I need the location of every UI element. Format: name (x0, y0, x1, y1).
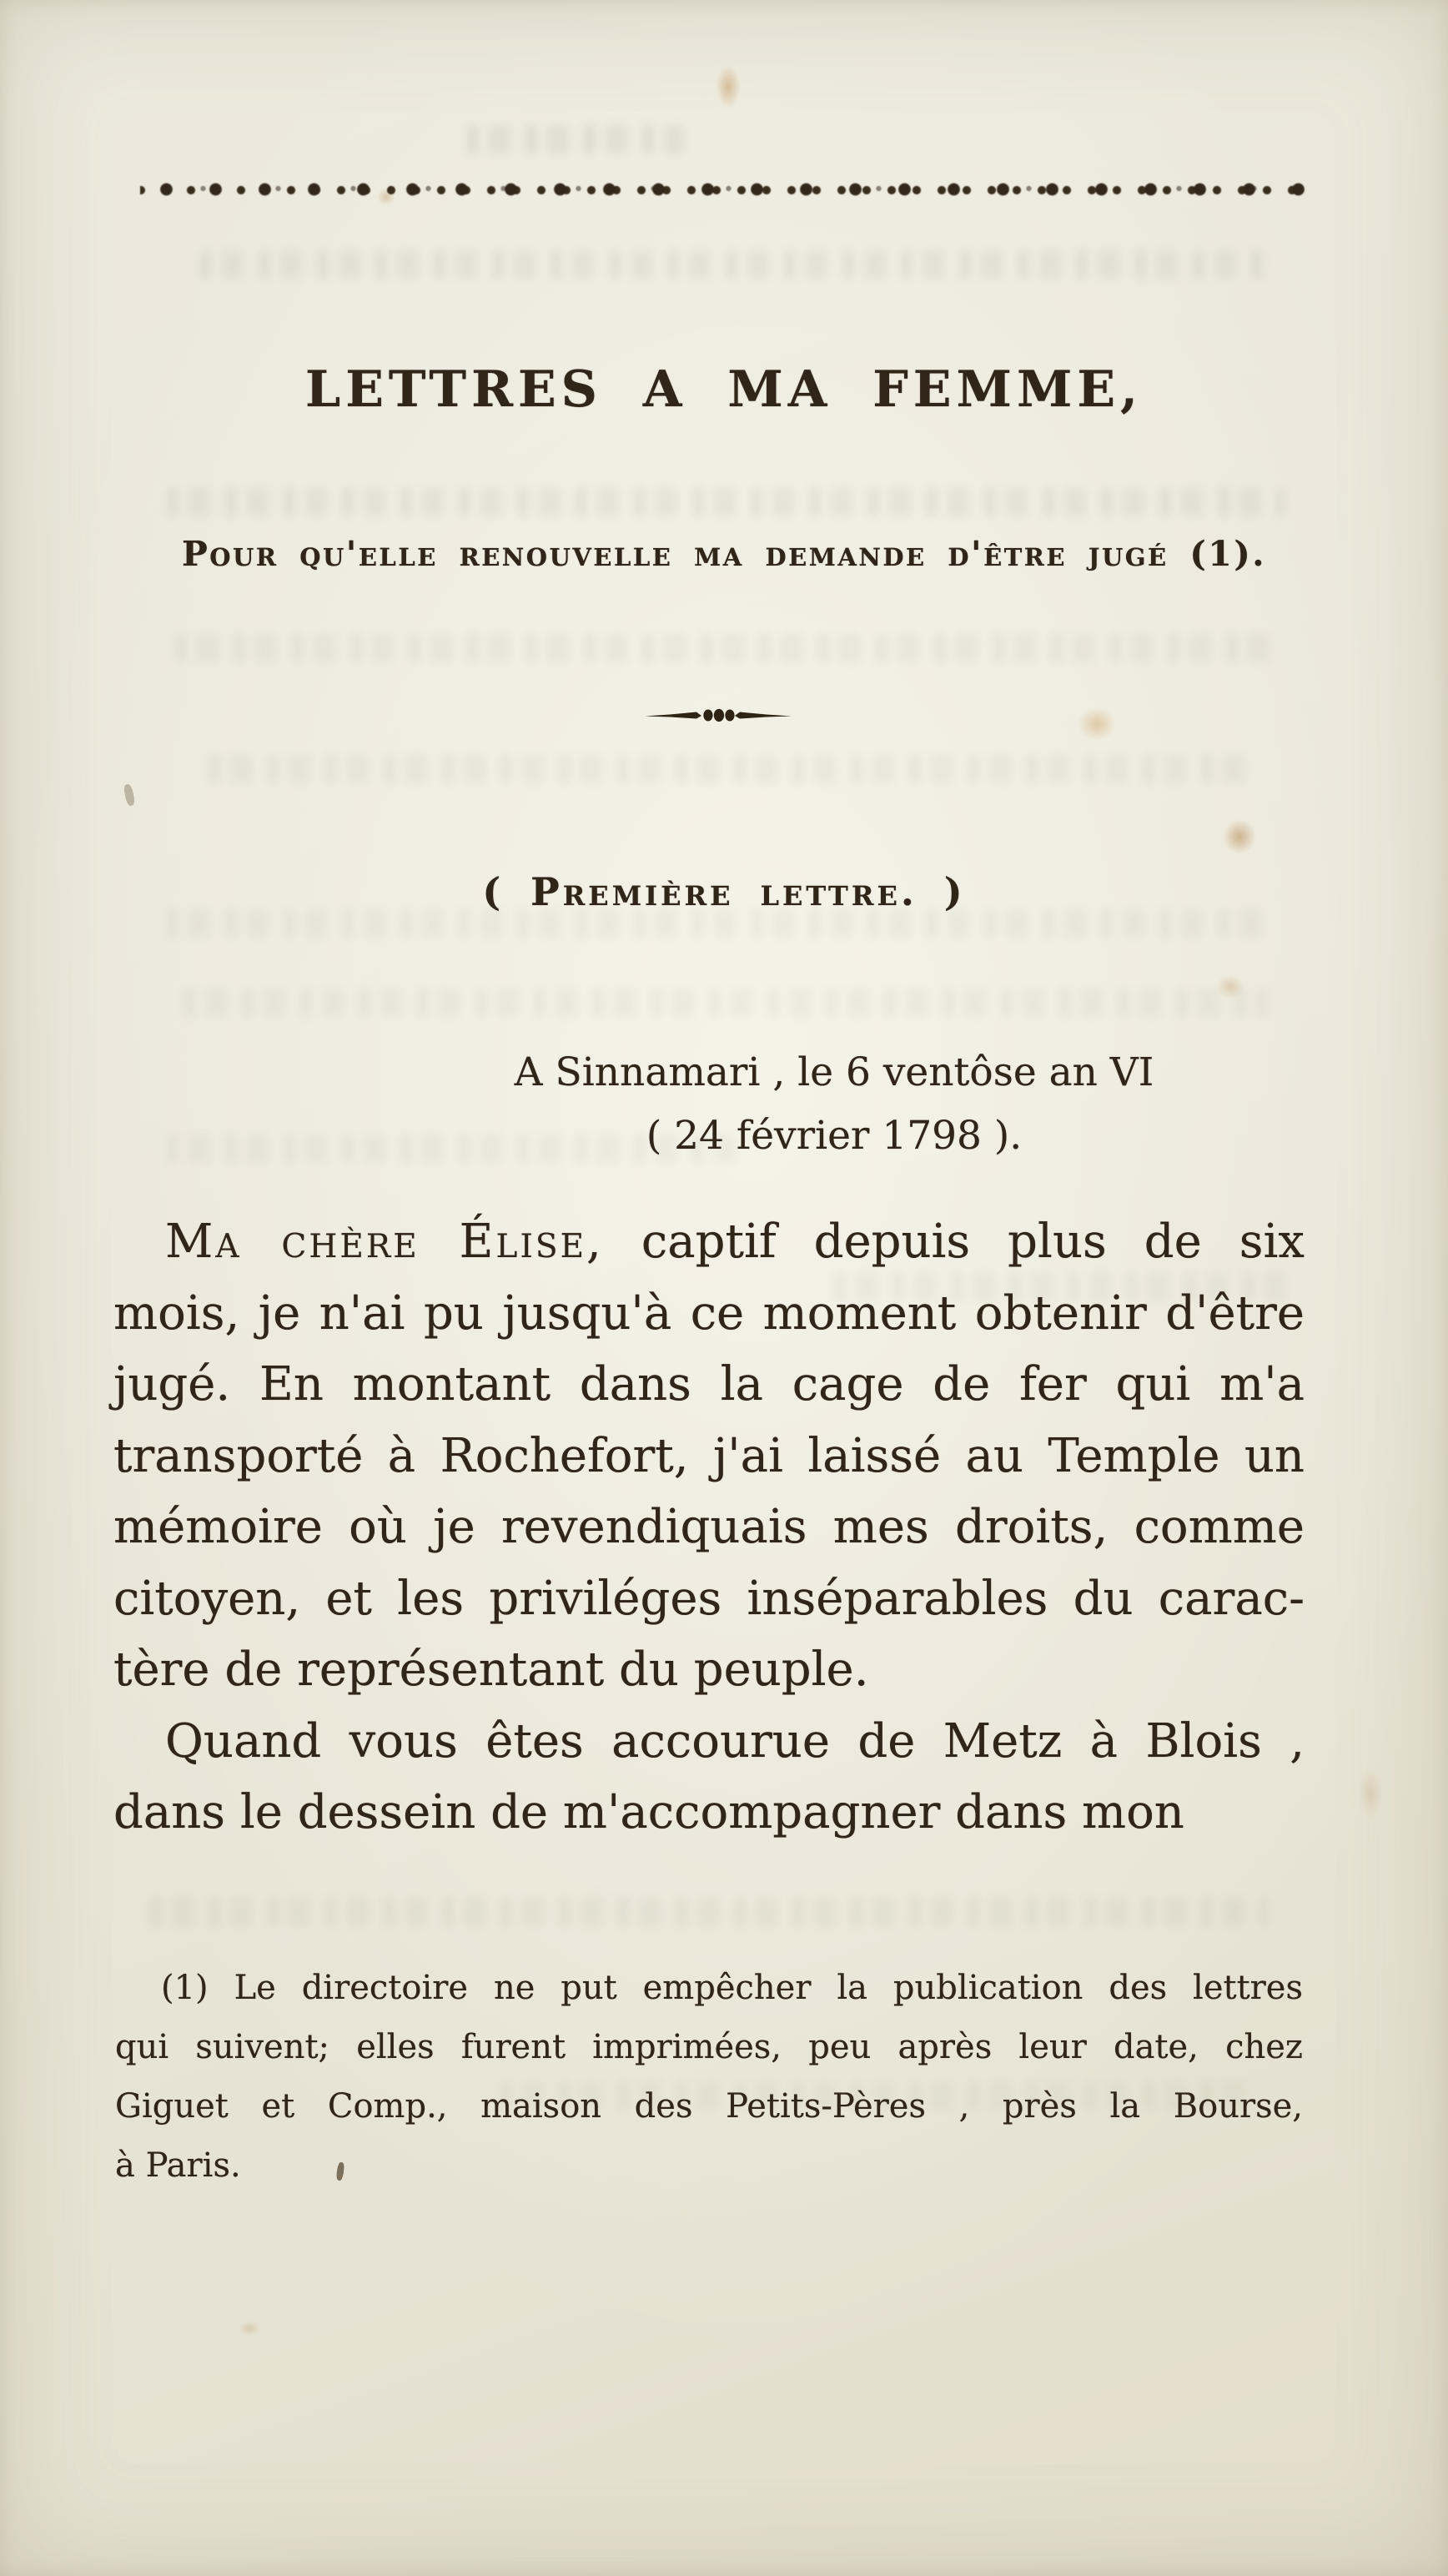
dateline-place: A Sinnamari , le 6 ventôse an VI (514, 1049, 1154, 1095)
dotted-rule-ornament (140, 177, 1306, 200)
body-line-text: captif depuis plus de six (641, 1215, 1305, 1269)
footnote (115, 1959, 1303, 2196)
bleedthrough-ghost (150, 1898, 1268, 1926)
footnote-line: qui suivent; elles furent imprimées, peu après leur date, chez (115, 2028, 1303, 2066)
fleuron-divider-icon (645, 706, 792, 729)
salutation: Ma chère Élise, (165, 1215, 604, 1269)
body-line: transporté à Rochefort, j'ai laissé au Temple un (113, 1428, 1305, 1483)
bleedthrough-ghost (167, 488, 1285, 516)
bleedthrough-ghost (184, 989, 1268, 1017)
foxing-stain (239, 2321, 260, 2336)
bleedthrough-ghost (209, 755, 1259, 783)
footnote-line: à Paris. (115, 2146, 241, 2185)
footnote-line: Giguet et Comp., maison des Petits-Pères , près la Bourse, (115, 2087, 1303, 2126)
bleedthrough-ghost (175, 634, 1276, 662)
page-title: LETTRES A MA FEMME, (305, 360, 1143, 420)
letter-body (113, 1206, 1305, 1849)
foxing-stain (1216, 974, 1244, 999)
body-line: mois, je n'ai pu jusqu'à ce moment obtenir d'être (113, 1285, 1305, 1341)
footnote-line: (1) Le directoire ne put empêcher la publication des lettres (161, 1969, 1303, 2007)
bleedthrough-ghost (200, 250, 1268, 279)
letter-heading: ( Première lettre. ) (482, 869, 966, 914)
foxing-stain (1223, 819, 1256, 854)
body-line: jugé. En montant dans la cage de fer qui m'a (113, 1357, 1305, 1411)
body-line: Quand vous êtes accourue de Metz à Blois , (165, 1713, 1305, 1768)
body-line: tère de représentant du peuple. (113, 1643, 869, 1697)
bleedthrough-ghost (467, 125, 684, 153)
dateline (467, 1041, 1201, 1168)
foxing-stain (1358, 1768, 1383, 1819)
subtitle: Pour qu'elle renouvelle ma demande d'être jugé (1). (181, 534, 1267, 574)
foxing-stain (716, 65, 741, 108)
body-line: mémoire où je revendiquais mes droits, comme (113, 1500, 1305, 1554)
ink-speck (123, 783, 135, 807)
body-line: dans le dessein de m'accompagner dans mon (113, 1785, 1184, 1839)
body-line: citoyen, et les priviléges inséparables du carac- (113, 1571, 1305, 1626)
foxing-stain (1078, 707, 1116, 741)
dateline-date: ( 24 février 1798 ). (646, 1113, 1023, 1159)
body-line (113, 1206, 1305, 1278)
